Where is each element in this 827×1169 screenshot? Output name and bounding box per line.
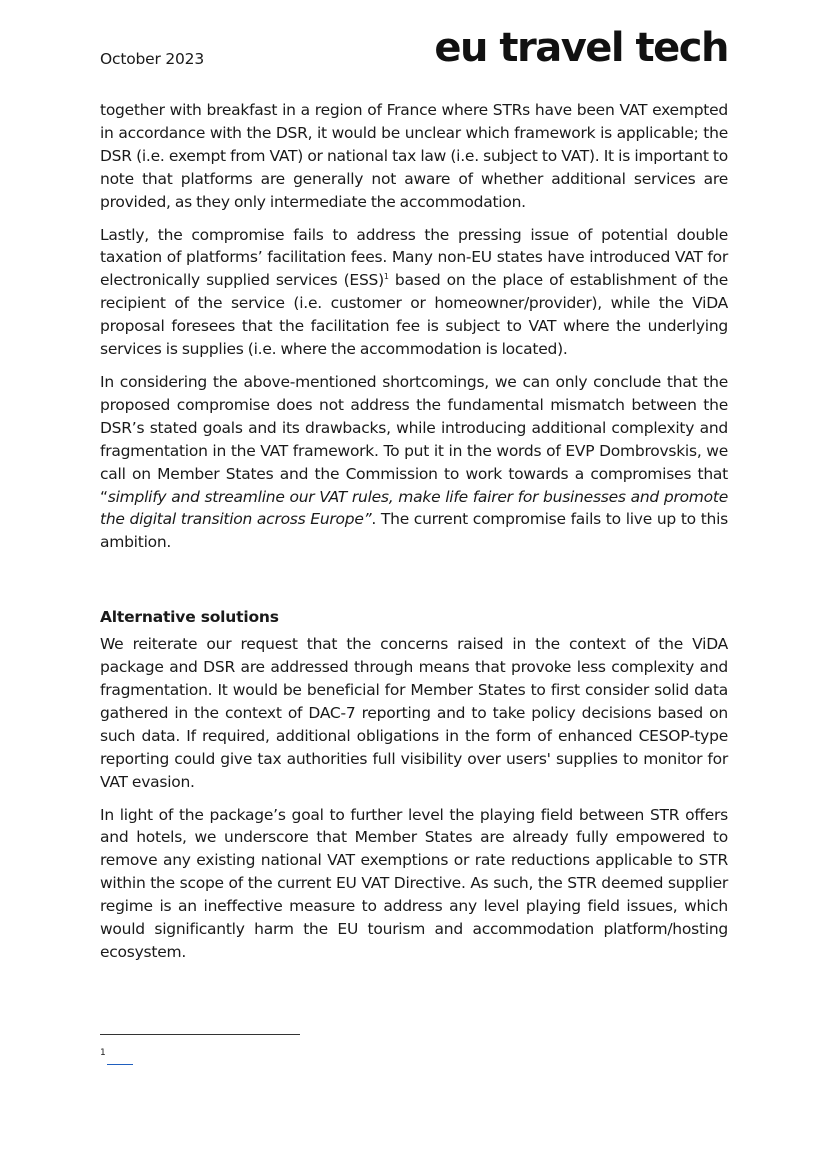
paragraph-4: [100, 633, 728, 793]
paragraph-3-text-b: . The current compromise fails to live up to this ambition.: [100, 510, 728, 552]
footnote-number: 1: [100, 1048, 106, 1058]
paragraph-3: [100, 371, 728, 554]
document-body: [100, 99, 728, 974]
paragraph-4-text: We reiterate our request that the concerns raised in the context of the ViDA package and DSR are addressed through means that provoke less complexity and fragmentation. It would be beneficial for Member States to first consider solid data gathered in the context of DAC-7 reporting and to take policy decisions based on such data. If required, additional obligations in the form of enhanced CESOP-type reporting could give tax authorities full visibility over users' supplies to monitor for VAT evasion.: [100, 635, 728, 791]
footnote-reference[interactable]: 1: [383, 272, 389, 282]
eu-travel-tech-logo: eu travel tech: [434, 25, 728, 71]
paragraph-5-text: In light of the package’s goal to further level the playing field between STR offers and hotels, we underscore that Member States are already fully empowered to remove any existing national VAT exemptions or rate reductions applicable to STR within the scope of the current EU VAT Directive. As such, the STR deemed supplier regime is an ineffective measure to address any level playing field issues, which would significantly harm the EU tourism and accommodation platform/hosting ecosystem.: [100, 805, 728, 961]
paragraph-2: [100, 224, 728, 361]
section-heading: Alternative solutions: [100, 608, 279, 627]
paragraph-2-text-b: based on the place of establishment of the recipient of the service (i.e. customer or homeowner/provider), while the ViDA proposal foresees that the facilitation fee is subject to VAT where the underlying services is supplies (i.e. where the accommodation is located).: [100, 271, 728, 359]
paragraph-2-text-a: Lastly, the compromise fails to address the pressing issue of potential double taxation of platforms’ facilitation fees. Many non-EU states have introduced VAT for electronically supplied services (ESS): [100, 225, 728, 290]
paragraph-5: [100, 804, 728, 964]
paragraph-1: [100, 99, 728, 214]
footnote-link[interactable]: [107, 1064, 133, 1065]
paragraph-3-quote: simplify and streamline our VAT rules, make life fairer for businesses and promote the digital transition across Europe”: [100, 487, 728, 529]
paragraph-3-text-a: In considering the above-mentioned shortcomings, we can only conclude that the proposed compromise does not address the fundamental mismatch between the DSR’s stated goals and its drawbacks, while introducing additional complexity and fragmentation in the VAT framework. To put it in the words of EVP Dombrovskis, we call on Member States and the Commission to work towards a compromises that “: [100, 372, 728, 506]
paragraph-1-text: together with breakfast in a region of France where STRs have been VAT exempted in accordance with the DSR, it would be unclear which framework is applicable; the DSR (i.e. exempt from VAT) or national tax law (i.e. subject to VAT). It is important to note that platforms are generally not aware of whether additional services are provided, as they only intermediate the accommodation.: [100, 101, 728, 211]
document-date: October 2023: [100, 50, 205, 68]
section-spacer: [100, 564, 728, 606]
footnote-separator: [100, 1034, 300, 1035]
